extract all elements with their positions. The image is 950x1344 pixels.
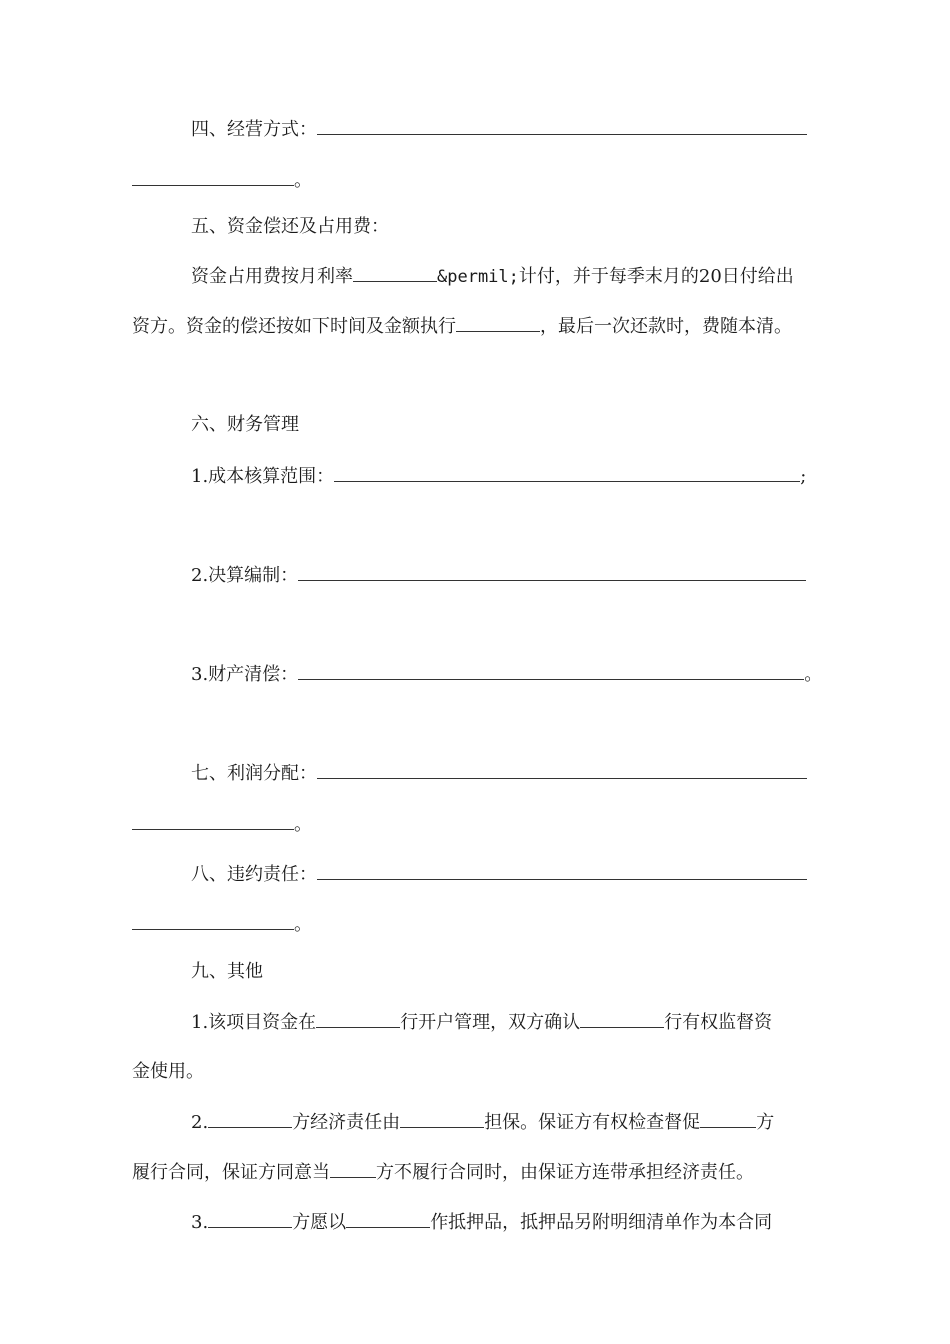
blank-field[interactable] <box>132 168 294 186</box>
section-6-title: 六、财务管理 <box>191 414 299 435</box>
period: 。 <box>294 814 312 835</box>
blank-field[interactable] <box>330 1160 376 1178</box>
text-fragment: 。 <box>804 664 823 685</box>
blank-field[interactable] <box>700 1110 756 1128</box>
blank-field[interactable] <box>456 314 540 332</box>
blank-field[interactable] <box>298 563 806 581</box>
text-fragment: 行开户管理，双方确认 <box>400 1012 581 1033</box>
blank-field[interactable] <box>580 1010 664 1028</box>
section-4-continuation <box>132 168 312 192</box>
text-fragment: 资方。资金的偿还按如下时间及金额执行 <box>132 316 456 337</box>
section-8-label: 八、违约责任： <box>191 864 317 885</box>
text-fragment: 方愿以 <box>292 1212 347 1233</box>
text-fragment: 3. <box>191 1212 209 1233</box>
text-fragment: 履行合同，保证方同意当 <box>132 1162 330 1183</box>
text-fragment: 20 <box>698 266 722 287</box>
blank-field[interactable] <box>400 1110 484 1128</box>
blank-field[interactable] <box>317 761 807 779</box>
blank-field[interactable] <box>317 117 807 135</box>
section-9-item-2-line-2 <box>132 1160 754 1184</box>
section-6-item-1 <box>191 464 806 488</box>
blank-field[interactable] <box>317 862 807 880</box>
section-9-item-2-line-1 <box>191 1110 774 1134</box>
section-6-item-2 <box>191 563 806 587</box>
section-4-label: 四、经营方式： <box>191 119 317 140</box>
section-9-title: 九、其他 <box>191 961 263 982</box>
blank-field[interactable] <box>316 1010 400 1028</box>
blank-field[interactable] <box>346 1210 430 1228</box>
text-fragment: 方 <box>756 1112 775 1133</box>
section-6-item-3 <box>191 662 822 686</box>
blank-field[interactable] <box>208 1210 292 1228</box>
section-5-paragraph-line-2 <box>132 314 792 338</box>
text-fragment: &permil; <box>437 267 519 287</box>
text-fragment: 2.决算编制： <box>191 565 299 586</box>
section-8-continuation <box>132 912 312 936</box>
section-7-label: 七、利润分配： <box>191 763 317 784</box>
text-fragment: 1.成本核算范围： <box>191 466 335 487</box>
blank-field[interactable] <box>132 812 294 830</box>
blank-field[interactable] <box>132 912 294 930</box>
section-7-continuation <box>132 812 312 836</box>
text-fragment: 担保。保证方有权检查督促 <box>484 1112 701 1133</box>
text-fragment: 方不履行合同时，由保证方连带承担经济责任。 <box>376 1162 754 1183</box>
section-4-line <box>191 117 807 141</box>
blank-field[interactable] <box>208 1110 292 1128</box>
section-9-item-1-line-1 <box>191 1010 772 1034</box>
blank-field[interactable] <box>298 662 804 680</box>
blank-field[interactable] <box>353 264 437 282</box>
section-8-line <box>191 862 807 886</box>
blank-field[interactable] <box>334 464 800 482</box>
period: 。 <box>294 914 312 935</box>
text-fragment: 作抵押品，抵押品另附明细清单作为本合同 <box>430 1212 773 1233</box>
section-9-item-3-line-1 <box>191 1210 772 1234</box>
text-fragment: 计付，并于每季末月的 <box>518 266 699 287</box>
text-fragment: 行有权监督资 <box>664 1012 773 1033</box>
section-9-item-1-line-2: 金使用。 <box>132 1061 204 1082</box>
text-fragment: 方经济责任由 <box>292 1112 401 1133</box>
section-7-line <box>191 761 807 785</box>
text-fragment: 2. <box>191 1112 209 1133</box>
section-5-title: 五、资金偿还及占用费： <box>191 216 389 237</box>
text-fragment: 日付给出 <box>721 266 794 287</box>
text-fragment: ; <box>800 466 807 487</box>
section-5-paragraph-line-1 <box>191 264 794 288</box>
text-fragment: 1.该项目资金在 <box>191 1012 317 1033</box>
text-fragment: ，最后一次还款时，费随本清。 <box>540 316 792 337</box>
period: 。 <box>294 170 312 191</box>
text-fragment: 3.财产清偿： <box>191 664 299 685</box>
text-fragment: 资金占用费按月利率 <box>191 266 353 287</box>
